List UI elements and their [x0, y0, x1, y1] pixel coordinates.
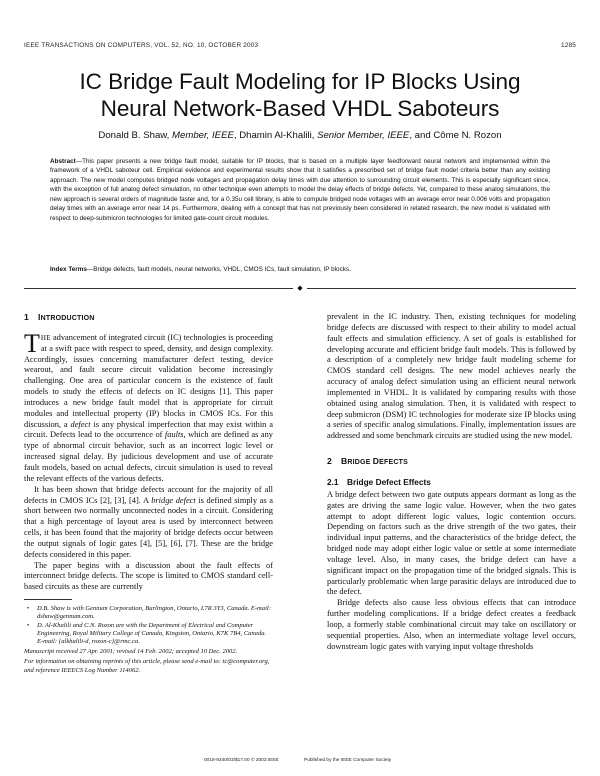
paper-title [20, 68, 580, 122]
section-2-title-first-b: D [372, 456, 380, 467]
title-line-1: IC Bridge Fault Modeling for IP Blocks Using [79, 69, 521, 94]
divider-line-right [307, 288, 576, 289]
section-2-title-first: B [341, 456, 348, 467]
footnote-1-text: D.B. Shaw is with Gennum Corporation, Burlington, Ontario, L7R 3Y3, Canada. E-mail: dshaw@gennum.com. [37, 605, 271, 621]
section-2-heading [327, 456, 576, 469]
footnote-2-text: D. Al-Khalili and C.N. Rozon are with the Department of Electrical and Computer Engineering, Royal Military College of Canada, Kingston, Ontario, K7K 7B4, Canada. E-mail: {alkhalili-d, rozon-c}@rmc.ca. [37, 621, 267, 645]
intro-p1-text-b: is any physical imperfection that may exist within a circuit. Defects lead to the occurrence of [24, 419, 273, 440]
footnote-rule [24, 599, 72, 600]
section-2-title-rest-a: RIDGE [347, 459, 373, 467]
section-2-paragraph-1: A bridge defect between two gate outputs appears dormant as long as the gates are driving the same logic value. However, when the two gates attempt to adopt different logic values, logic contention occurs. Depending on factors such as the drive strength of the two gates, their individual input patterns, and the characteristics of the bridge defect, the bridged node may adopt either logic value or settle at some intermediate voltage level. Also, in many cases, the bridge defect can have a significant impact on the propagation time of the bridged signals. This is particularly problematic when large parasitic delays are introduced due to the defect. [327, 489, 576, 597]
intro-p1-text-c: , which are defined as any type of abnormal circuit behavior, such as an incorrect logic level or increased signal delay. By judicious development and use of accurate fault models, based on actual defects, circuit simulation is used to reveal the relevant effects of the various defects. [24, 430, 273, 483]
right-column [327, 312, 576, 652]
author-1-role: Member, IEEE [172, 130, 234, 141]
left-column [24, 312, 273, 675]
author-1-name: Donald B. Shaw, [98, 130, 170, 141]
footnotes [24, 605, 273, 675]
term-bridge-defect: bridge defect [151, 495, 196, 505]
subsection-title: Bridge Defect Effects [347, 476, 431, 487]
bullet-icon: • [27, 621, 30, 629]
divider-line-left [24, 288, 293, 289]
diamond-icon: ◆ [297, 284, 303, 292]
intro-p2-text-a: It has been shown that bridge defects account for the majority of all defects in CMOS ICs [2], [3], [4]. A [24, 484, 273, 505]
drop-cap: T [24, 328, 40, 358]
index-terms [50, 265, 550, 274]
author-3-name: , and Côme N. Rozon [409, 130, 502, 141]
section-1-title-first: I [38, 312, 41, 322]
intro-paragraph-1 [24, 328, 273, 485]
title-line-2: Neural Network-Based VHDL Saboteurs [100, 96, 500, 121]
author-2-name: , Dhamin Al-Khalili, [233, 130, 315, 141]
author-2-role: Senior Member, IEEE [317, 130, 410, 141]
intro-paragraph-4: prevalent in the IC industry. Then, existing techniques for modeling bridge defects are discussed with respect to their ability to model actual fault effects and simulation efficiency. A set of goals is established for developing accurate and efficient bridge fault models. This is followed by a description of a completely new bridge fault modeling scheme for CMOS standard cell designs. The new model achieves nearly the accuracy of analog defect simulation using an efficient neural network implemented in VHDL. It is validated by comparing results with those obtained using analog simulation. Then, it is validated with respect to deep submicron (DSM) IC technologies for moderate size IP blocks using a series of specific analog simulations. Finally, implementation issues are addressed and some benchmark circuits are studied using the new model. [327, 312, 576, 441]
term-defect: defect [70, 419, 91, 429]
intro-paragraph-2 [24, 485, 273, 561]
bullet-icon: • [27, 605, 30, 613]
section-2-number: 2 [327, 456, 332, 467]
copyright-notice: 0018-9340/03/$17.00 © 2003 IEEE [204, 758, 279, 763]
section-1-heading [24, 312, 273, 325]
journal-info: IEEE TRANSACTIONS ON COMPUTERS, VOL. 52, NO. 10, OCTOBER 2003 [24, 42, 259, 49]
index-terms-label: Index Terms [50, 266, 87, 273]
page-number: 1285 [560, 42, 576, 49]
section-1-number: 1 [24, 312, 29, 322]
publisher-notice: Published by the IEEE Computer Society [304, 758, 392, 763]
abstract-label: Abstract [50, 158, 76, 165]
author-list [10, 130, 590, 141]
footnote-affiliation-1 [24, 605, 273, 621]
running-header [24, 42, 576, 52]
intro-first-word: HE [40, 333, 51, 342]
term-faults: faults [164, 430, 184, 440]
reprint-info: For information on obtaining reprints of this article, please send e-mail to: tc@computer.org, and reference IEEECS Log Number 114062. [24, 658, 270, 674]
abstract [50, 157, 550, 223]
manuscript-dates: Manuscript received 27 Apr. 2001; revised 14 Feb. 2002; accepted 10 Dec. 2002. [24, 648, 238, 656]
section-2-title-rest-b: EFECTS [379, 459, 408, 467]
subsection-number: 2.1 [327, 476, 339, 487]
page-footer [0, 758, 600, 767]
footnote-affiliation-2 [24, 622, 273, 647]
abstract-text: —This paper presents a new bridge fault model, suitable for IP blocks, that is based on a multiple layer feedforward neural network and implemented within the framework of a VHDL saboteur cell. Empirical evidence and experimental results show that it satisfies a prescribed set of bridge fault model criteria better than any existing approach. The new model computes bridged node voltages and propagation delay times with due attention to surrounding circuit elements. This is especially significant since, with the exception of full analog defect simulation, no other technique even attempts to model the delay effects of bridge defects. Yet, compared to these analog simulations, the new approach is several orders of magnitude faster and, for a 0.35u cell library, is able to compute bridged node voltages with an average error near 0.006 volts and propagation delay times with an average error near 14 ps. Furthermore, dealing with a concept that has not previously been considered in related research, the new model is validated with respect to deep-submicron technologies for limited gate-count circuit modules. [50, 158, 550, 222]
index-terms-text: —Bridge defects, fault models, neural networks, VHDL, CMOS ICs, fault simulation, IP blocks. [86, 266, 351, 273]
intro-p2-text-b: is defined simply as a short between two normally unconnected nodes in a circuit. Considering that a high percentage of layout area is used by interconnect between cells, it has been found that the majority of bridge defects occur between the output signals of logic gates [4], [5], [6], [7]. These are the bridge defects considered in this paper. [24, 495, 273, 559]
section-1-title-rest: NTRODUCTION [40, 315, 95, 322]
intro-p1-text-a: advancement of integrated circuit (IC) technologies is proceeding at a swift pace with respect to speed, density, and design complexity. Accordingly, issues concerning manufacturer defect testing, device wearout, and fault secure circuit validation become increasingly challenging. One area of particular concern is the existence of fault models to study the effects of defects on IC designs [1]. This paper introduces a new bridge fault model that is appropriate for circuit modules and intellectual property (IP) blocks in CMOS ICs. For this discussion, a [24, 332, 273, 429]
section-divider [24, 284, 576, 294]
subsection-2-1-heading [327, 477, 576, 488]
intro-paragraph-3: The paper begins with a discussion about the fault effects of interconnect bridge defects. The scope is limited to CMOS standard cell-based circuits as these are currently [24, 560, 273, 592]
section-2-paragraph-2: Bridge defects also cause less obvious effects that can introduce further modeling complications. If a bridge defect creates a feedback loop, a formerly stable combinational circuit may take on oscillatory or sequential properties. Also, when an intermediate voltage level occurs, downstream logic gates with varying input voltage thresholds [327, 598, 576, 651]
